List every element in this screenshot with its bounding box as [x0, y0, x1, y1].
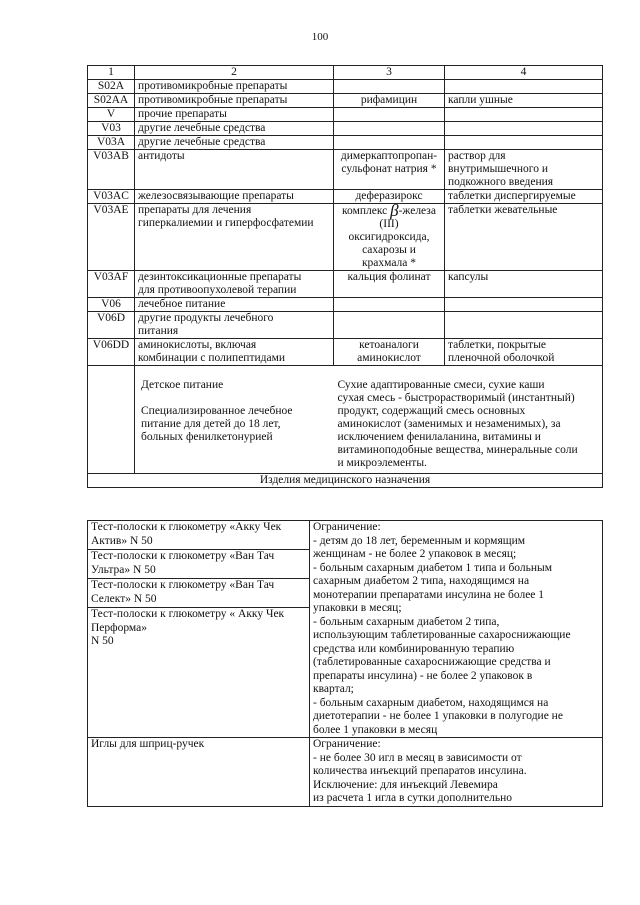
device-name: Тест-полоски к глюкометру «Акку Чек Актив» N 50 [88, 521, 310, 550]
atc-code: V03AE [88, 204, 135, 271]
page-number: 100 [311, 31, 329, 43]
section-title: Изделия медицинского назначения [88, 474, 603, 488]
table-row [88, 80, 603, 94]
substance-suffix: -железа (III) оксигидроксида, сахарозы и крахмала * [348, 205, 436, 269]
dosage-form [445, 108, 603, 122]
atc-code: V06D [88, 312, 135, 339]
device-row [88, 521, 603, 550]
dosage-form [445, 136, 603, 150]
dosage-form [445, 312, 603, 339]
group-name: прочие препараты [135, 108, 334, 122]
atc-code: V03AC [88, 190, 135, 204]
substance: кальция фолинат [334, 271, 445, 298]
table-row [88, 94, 603, 108]
device-name: Тест-полоски к глюкометру « Акку Чек Перформа» N 50 [88, 608, 310, 738]
device-restriction: Ограничение: - детям до 18 лет, беременным и кормящим женщинам - не более 2 упаковок в месяц; - больным сахарным диабетом 1 типа и больным сахарным диабетом 2 типа, находящимся на монотерапии препаратами инсулина не более 1 упаковки в месяц; - больным сахарным диабетом 2 типа, использующим таблетированные сахароснижающие средства или комбинированную терапию (таблетированные сахароснижающие средства и препараты инсулина) - не более 2 упаковок в квартал; - больным сахарным диабетом, находящимся на диетотерапии - не более 1 упаковки в полугодие не более 1 упаковки в месяц [310, 521, 603, 738]
group-name: другие лечебные средства [135, 122, 334, 136]
infant-nutrition-description: Сухие адаптированные смеси, сухие каши сухая смесь - быстрорастворимый (инстантный) продукт, содержащий смесь основных аминокислот (заменимых и незаменимых), за исключением фенилаланина, витамины и витаминоподобные вещества, минеральные соли и микроэлементы. [334, 366, 603, 474]
table-row [88, 150, 603, 190]
table-row [88, 136, 603, 150]
atc-code: V06 [88, 298, 135, 312]
table-row [88, 122, 603, 136]
dosage-form [445, 80, 603, 94]
table-row [88, 312, 603, 339]
beta-symbol: β [390, 201, 399, 220]
atc-code: V [88, 108, 135, 122]
device-row [88, 738, 603, 807]
column-number: 1 [88, 66, 135, 80]
substance: кетоаналоги аминокислот [334, 339, 445, 366]
group-name: другие лечебные средства [135, 136, 334, 150]
substance [334, 108, 445, 122]
dosage-form: капли ушные [445, 94, 603, 108]
substance: деферазирокс [334, 190, 445, 204]
group-name: противомикробные препараты [135, 80, 334, 94]
atc-code: V03AB [88, 150, 135, 190]
column-number: 3 [334, 66, 445, 80]
dosage-form: таблетки жевательные [445, 204, 603, 271]
atc-code: V03A [88, 136, 135, 150]
table-row [88, 108, 603, 122]
atc-code: V06DD [88, 339, 135, 366]
substance: димеркаптопропан- сульфонат натрия * [334, 150, 445, 190]
atc-code: S02AA [88, 94, 135, 108]
column-number: 4 [445, 66, 603, 80]
dosage-form: таблетки диспергируемые [445, 190, 603, 204]
needles-restriction: Ограничение: - не более 30 игл в месяц в зависимости от количества инъекций препаратов инсулина. Исключение: для инъекций Левемира из расчета 1 игла в сутки дополнительно [310, 738, 603, 807]
group-name: другие продукты лечебного питания [135, 312, 334, 339]
substance [334, 80, 445, 94]
needles-name: Иглы для шприц-ручек [88, 738, 310, 807]
infant-nutrition-row [88, 366, 603, 474]
table-row [88, 204, 603, 271]
group-name: лечебное питание [135, 298, 334, 312]
dosage-form: раствор для внутримышечного и подкожного введения [445, 150, 603, 190]
table-header-row [88, 66, 603, 80]
dosage-form: таблетки, покрытые пленочной оболочкой [445, 339, 603, 366]
atc-code: V03 [88, 122, 135, 136]
table-row [88, 271, 603, 298]
device-name: Тест-полоски к глюкометру «Ван Тач Селект» N 50 [88, 579, 310, 608]
empty-cell [88, 366, 135, 474]
table-row [88, 298, 603, 312]
group-name: дезинтоксикационные препараты для противоопухолевой терапии [135, 271, 334, 298]
column-number: 2 [135, 66, 334, 80]
device-name: Тест-полоски к глюкометру «Ван Тач Ультра» N 50 [88, 550, 310, 579]
section-title-row [88, 474, 603, 488]
dosage-form [445, 298, 603, 312]
substance [334, 122, 445, 136]
substance [334, 298, 445, 312]
substance [334, 136, 445, 150]
substance: рифамицин [334, 94, 445, 108]
group-name: аминокислоты, включая комбинации с полипептидами [135, 339, 334, 366]
group-name: железосвязывающие препараты [135, 190, 334, 204]
substance-prefix: комплекс [342, 205, 388, 217]
table-row [88, 190, 603, 204]
atc-code: S02A [88, 80, 135, 94]
substance [334, 201, 445, 271]
group-name: антидоты [135, 150, 334, 190]
medical-devices-table [87, 520, 603, 807]
substance [334, 312, 445, 339]
table-row [88, 339, 603, 366]
dosage-form [445, 122, 603, 136]
dosage-form: капсулы [445, 271, 603, 298]
group-name: препараты для лечения гиперкалиемии и гиперфосфатемии [135, 204, 334, 271]
atc-code: V03AF [88, 271, 135, 298]
infant-nutrition-name: Детское питание Специализированное лечебное питание для детей до 18 лет, больных фенилкетонурией [135, 366, 334, 474]
group-name: противомикробные препараты [135, 94, 334, 108]
drug-table [87, 65, 603, 488]
